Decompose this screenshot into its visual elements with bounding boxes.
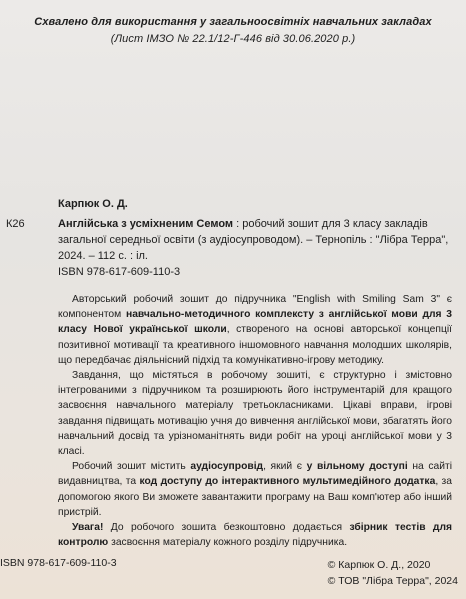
- abstract-emphasis: навчально-методичного комплексту з англійської мови для 3 класу Нової української школи: [58, 309, 452, 336]
- book-description: : робочий зошит для 3 класу закладів загальної середньої освіти (з аудіосупроводом). – Тернопіль : "Лібра Терра", 2024. – 112 с. : іл.: [58, 218, 449, 262]
- copyright-publisher: © ТОВ "Лібра Терра", 2024: [327, 575, 458, 587]
- abstract-text: , який є: [263, 461, 307, 473]
- catalog-code: К26: [6, 218, 25, 230]
- abstract-emphasis: у вільному доступі: [306, 461, 408, 473]
- footer-isbn: ISBN 978-617-609-110-3: [0, 557, 117, 569]
- abstract-paragraph: [58, 292, 452, 368]
- book-title: Англійська з усміхненим Семом: [58, 218, 234, 230]
- abstract-text: До робочого зошита безкоштовно додається: [103, 522, 350, 534]
- abstract-text: Робочий зошит містить: [72, 461, 191, 473]
- copyright-author: © Карпюк О. Д., 2020: [327, 559, 431, 571]
- abstract: [58, 292, 452, 550]
- abstract-text: , за допомогою якого Ви зможете завантажити програму на Ваш комп'ютер або інший пристрій.: [58, 476, 452, 518]
- abstract-paragraph: [58, 459, 452, 520]
- approval-line: Схвалено для використання у загальноосвітніх навчальних закладах: [34, 16, 432, 28]
- abstract-text: на сайті видавництва, та: [58, 461, 452, 488]
- attention-label: Увага!: [72, 522, 104, 534]
- abstract-text: , створеного на основі авторської концепції позитивної мотивації та креативного іншомовного навчання молодших школярів, що передбачає діяльнісний підхід та комунікативно-ігрову методику.: [58, 324, 452, 366]
- abstract-emphasis: збірник тестів для контролю: [58, 522, 452, 549]
- abstract-paragraph: [58, 520, 452, 550]
- abstract-emphasis: аудіосупровід: [190, 461, 264, 473]
- approval-letter-reference: (Лист ІМЗО № 22.1/12-Г-446 від 30.06.2020 р.): [110, 33, 356, 45]
- copyright-block: [328, 557, 458, 589]
- approval-notice: [0, 14, 466, 48]
- abstract-text: засвоєння матеріалу кожного розділу підручника.: [108, 537, 348, 549]
- author-name: Карпюк О. Д.: [58, 198, 128, 210]
- abstract-emphasis: код доступу до інтерактивного мультимедійного додатка: [139, 476, 436, 488]
- bibliographic-record: [58, 216, 450, 280]
- isbn-record: ISBN 978-617-609-110-3: [58, 266, 181, 278]
- abstract-paragraph: Завдання, що містяться в робочому зошиті, є структурно і змістовно інтегрованими з підручником та розширюють його інструментарій для кращого засвоєння навчального матеріалу третьокласниками. Цікаві вправи, ігрові завдання підвищать мотивацію учня до вивчення англійської мови, збагатять його навчальний досвід та урізноманітнять види робіт на уроці англійської мови у 3 класі.: [58, 370, 452, 458]
- abstract-text: Авторський робочий зошит до підручника "English with Smiling Sam 3" є компонентом: [58, 294, 452, 321]
